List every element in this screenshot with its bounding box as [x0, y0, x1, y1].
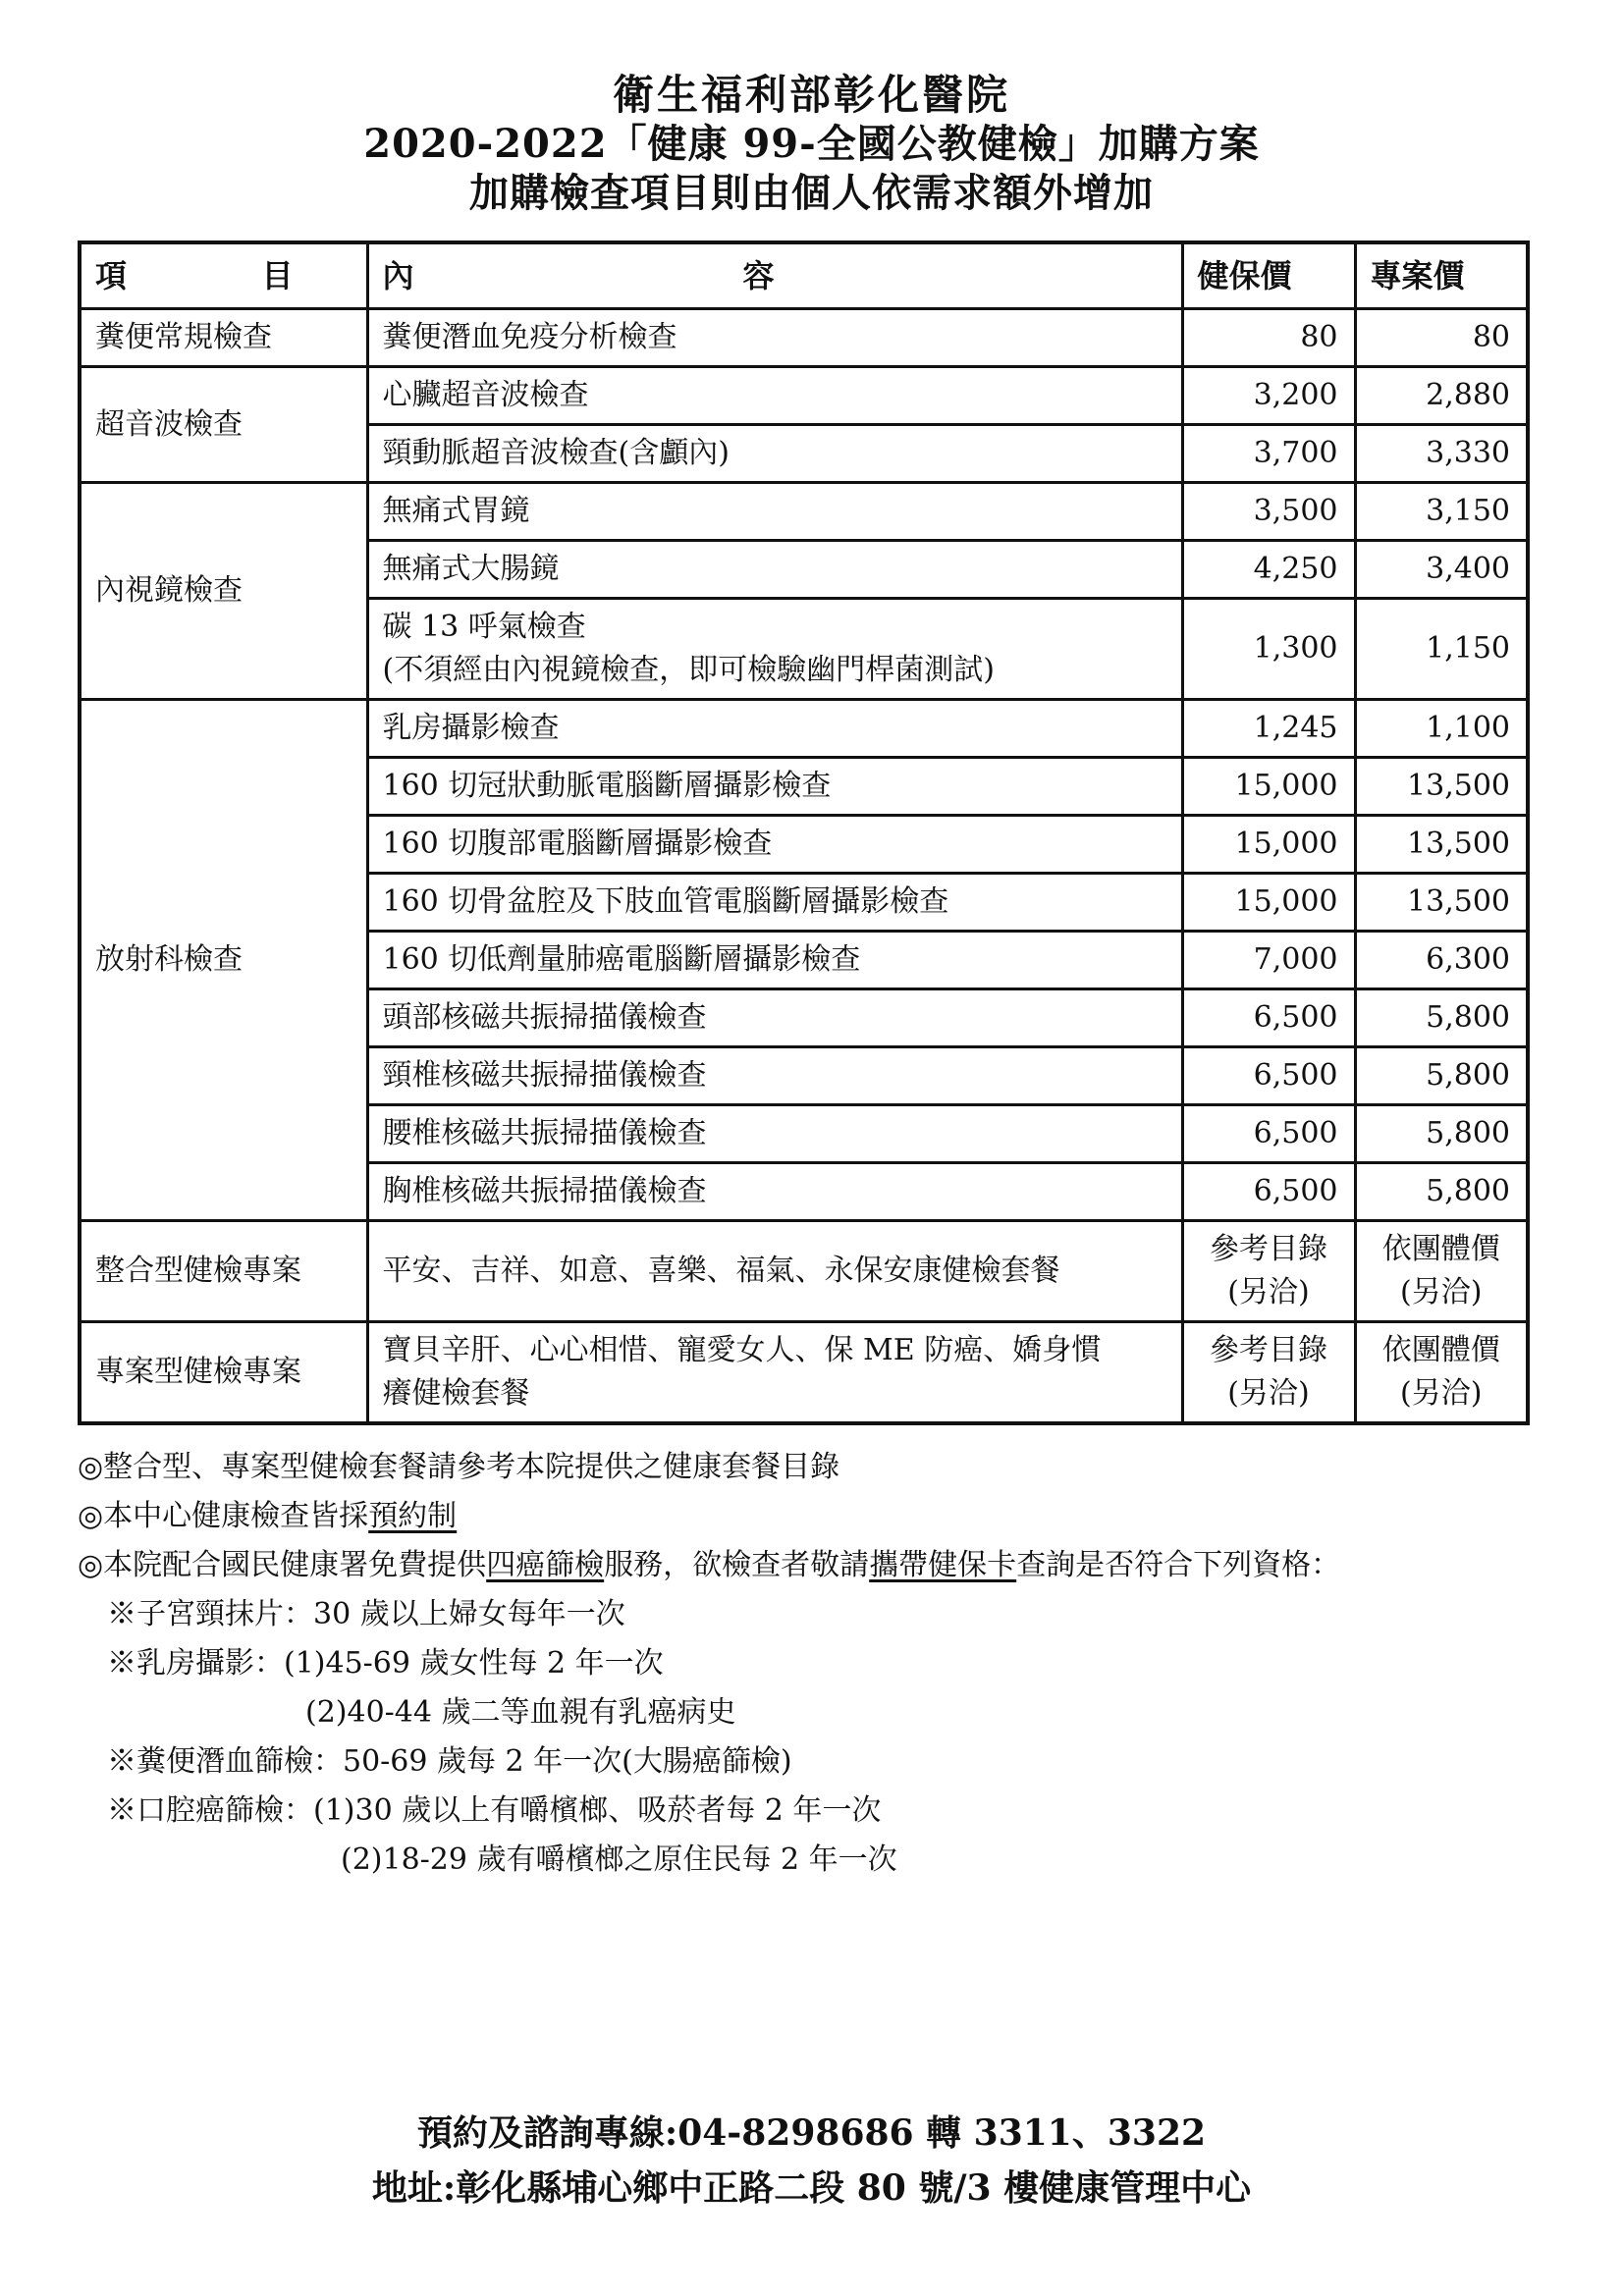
contact-phone: 預約及諮詢專線:04-8298686 轉 3311、3322	[416, 2112, 1207, 2154]
item-content: 無痛式大腸鏡	[367, 541, 1182, 599]
item-content: 160 切冠狀動脈電腦斷層攝影檢查	[367, 758, 1182, 816]
note-screening: ◎本院配合國民健康署免費提供四癌篩檢服務，欲檢查者敬請攜帶健保卡查詢是否符合下列資格：	[78, 1548, 1341, 1582]
group-label: 整合型健檢專案	[80, 1221, 367, 1322]
table-row	[80, 700, 1528, 758]
price-table	[78, 240, 1530, 1425]
program-title: 2020-2022「健康 99-全國公教健檢」加購方案	[363, 121, 1260, 167]
project-price: 13,500	[1355, 758, 1528, 816]
group-label: 超音波檢查	[80, 367, 367, 483]
item-content: 160 切腹部電腦斷層攝影檢查	[367, 816, 1182, 874]
header-item: 項 目	[80, 242, 367, 309]
item-content: 160 切低劑量肺癌電腦斷層攝影檢查	[367, 932, 1182, 989]
project-price: 3,400	[1355, 541, 1528, 599]
table-row	[80, 309, 1528, 367]
table-row	[80, 1221, 1528, 1322]
item-content: 心臟超音波檢查	[367, 367, 1182, 425]
nhi-price: 3,200	[1182, 367, 1355, 425]
contact-footer	[0, 2106, 1623, 2216]
table-row	[80, 1322, 1528, 1424]
nhi-price: 15,000	[1182, 816, 1355, 874]
nhi-price: 15,000	[1182, 758, 1355, 816]
screening-breast-2: (2)40-44 歲二等血親有乳癌病史	[305, 1695, 736, 1730]
project-price: 80	[1355, 309, 1528, 367]
group-label: 放射科檢查	[80, 700, 367, 1221]
screening-stool: ※糞便潛血篩檢：50-69 歲每 2 年一次(大腸癌篩檢)	[107, 1744, 792, 1779]
item-content: 頸動脈超音波檢查(含顱內)	[367, 425, 1182, 483]
nhi-price: 1,245	[1182, 700, 1355, 758]
item-content: 160 切骨盆腔及下肢血管電腦斷層攝影檢查	[367, 874, 1182, 932]
nhi-price: 3,500	[1182, 483, 1355, 541]
screening-breast: ※乳房攝影：(1)45-69 歲女性每 2 年一次	[107, 1646, 664, 1681]
project-price: 依團體價 (另洽)	[1355, 1221, 1528, 1322]
item-content: 腰椎核磁共振掃描儀檢查	[367, 1105, 1182, 1163]
project-price: 6,300	[1355, 932, 1528, 989]
project-price: 5,800	[1355, 1047, 1528, 1105]
note-appointment: ◎本中心健康檢查皆採預約制	[78, 1499, 458, 1533]
nhi-price: 6,500	[1182, 1163, 1355, 1221]
contact-address: 地址:彰化縣埔心鄉中正路二段 80 號/3 樓健康管理中心	[371, 2167, 1252, 2209]
project-price: 5,800	[1355, 989, 1528, 1047]
table-row	[80, 367, 1528, 425]
table-header-row	[80, 242, 1528, 309]
nhi-price: 80	[1182, 309, 1355, 367]
project-price: 3,330	[1355, 425, 1528, 483]
item-content-line1: 碳 13 呼氣檢查	[382, 610, 586, 644]
nhi-price: 1,300	[1182, 599, 1355, 700]
item-content-line2: (不須經由內視鏡檢查，即可檢驗幽門桿菌測試)	[382, 653, 995, 687]
nhi-price: 6,500	[1182, 989, 1355, 1047]
nhi-price: 7,000	[1182, 932, 1355, 989]
item-content: 平安、吉祥、如意、喜樂、福氣、永保安康健檢套餐	[367, 1221, 1182, 1322]
project-price: 13,500	[1355, 874, 1528, 932]
project-price: 5,800	[1355, 1105, 1528, 1163]
nhi-price: 6,500	[1182, 1047, 1355, 1105]
item-content: 無痛式胃鏡	[367, 483, 1182, 541]
project-price: 1,150	[1355, 599, 1528, 700]
table-row	[80, 483, 1528, 541]
hospital-name: 衛生福利部彰化醫院	[612, 71, 1010, 119]
project-price: 13,500	[1355, 816, 1528, 874]
item-content: 乳房攝影檢查	[367, 700, 1182, 758]
document-title	[0, 71, 1623, 218]
nhi-price: 3,700	[1182, 425, 1355, 483]
item-content: 頭部核磁共振掃描儀檢查	[367, 989, 1182, 1047]
project-price: 1,100	[1355, 700, 1528, 758]
nhi-price: 參考目錄 (另洽)	[1182, 1322, 1355, 1424]
nhi-price: 4,250	[1182, 541, 1355, 599]
note-packages: ◎整合型、專案型健檢套餐請參考本院提供之健康套餐目錄	[78, 1450, 840, 1484]
group-label: 糞便常規檢查	[80, 309, 367, 367]
program-subtitle: 加購檢查項目則由個人依需求額外增加	[469, 170, 1154, 216]
project-price: 5,800	[1355, 1163, 1528, 1221]
item-content: 寶貝辛肝、心心相惜、寵愛女人、保 ME 防癌、嬌身慣 癢健檢套餐	[367, 1322, 1182, 1424]
screening-oral-2: (2)18-29 歲有嚼檳榔之原住民每 2 年一次	[341, 1842, 897, 1877]
header-nhi-price: 健保價	[1182, 242, 1355, 309]
item-content	[367, 599, 1182, 700]
nhi-price: 15,000	[1182, 874, 1355, 932]
header-project-price: 專案價	[1355, 242, 1528, 309]
group-label: 內視鏡檢查	[80, 483, 367, 700]
nhi-price: 參考目錄 (另洽)	[1182, 1221, 1355, 1322]
notes-section	[78, 1443, 1550, 1885]
screening-oral: ※口腔癌篩檢：(1)30 歲以上有嚼檳榔、吸菸者每 2 年一次	[107, 1793, 882, 1828]
project-price: 2,880	[1355, 367, 1528, 425]
item-content: 頸椎核磁共振掃描儀檢查	[367, 1047, 1182, 1105]
header-content: 內 容	[367, 242, 1182, 309]
item-content: 糞便潛血免疫分析檢查	[367, 309, 1182, 367]
screening-cervical: ※子宮頸抹片：30 歲以上婦女每年一次	[107, 1597, 625, 1631]
item-content: 胸椎核磁共振掃描儀檢查	[367, 1163, 1182, 1221]
project-price: 3,150	[1355, 483, 1528, 541]
project-price: 依團體價 (另洽)	[1355, 1322, 1528, 1424]
nhi-price: 6,500	[1182, 1105, 1355, 1163]
group-label: 專案型健檢專案	[80, 1322, 367, 1424]
